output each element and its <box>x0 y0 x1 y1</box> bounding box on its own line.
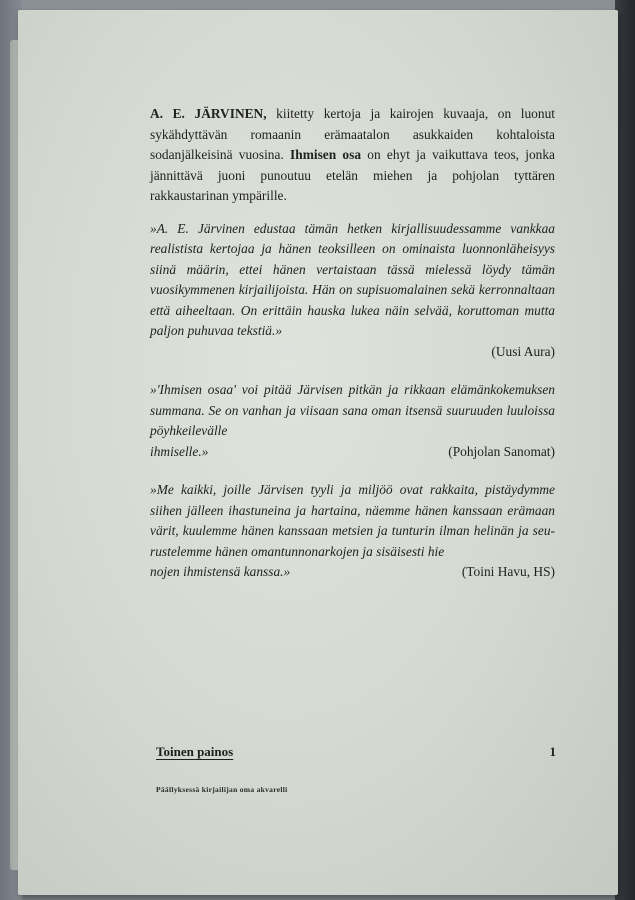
review-last-line <box>150 442 555 463</box>
review-pohjolan-sanomat <box>150 380 555 462</box>
intro-text-part2: on ehyt ja vaikuttava teos, jonka jännittävä juoni punoutuu etelän miehen ja pohjolan tyttären rakkaustarinan ympärille. <box>150 147 555 203</box>
review-text: »Me kaikki, joille Järvisen tyyli ja miljöö ovat rakkaita, pistäydymme siihen jälleen ihastuneina ja hartaina, näemme hänen kanssaan erämaan värit, kuulemme hänen kanssaan metsien ja tunturin ilman helinän ja seurustelemme hänen omantunnonarkojen ja sisäisesti hie <box>150 482 555 559</box>
intro-text-part1: kiitetty kertoja ja kairojen kuvaaja, on luonut sykähdyttävän romaanin erämaatalon asukkaiden kohtaloista sodanjälkeisinä vuosina. <box>150 106 555 162</box>
review-source-row <box>150 342 555 363</box>
review-toini-havu <box>150 480 555 583</box>
review-text: »A. E. Järvinen edustaa tämän hetken kirjallisuudessamme vankkaa realistista kertojaa ja hänen teoksilleen on ominaista luonnonläheisyys siinä määrin, ettei hänen vertaistaan tässä mielessä löydy tämän vuosikymmenen kirjailijoista. Hän on supisuomalainen sekä kerronnaltaan että aiheeltaan. On erittäin hauska lukea näin selvää, koruttoman mutta paljon puhuvaa tekstiä.» <box>150 220 555 338</box>
review-tail: nojen ihmistensä kanssa.» <box>150 564 291 579</box>
review-uusi-aura <box>150 219 555 363</box>
backdrop-right <box>615 0 635 900</box>
review-source: (Pohjolan Sanomat) <box>448 443 555 459</box>
footer-row <box>156 744 556 760</box>
review-tail: ihmiselle.» <box>150 443 209 459</box>
author-name: A. E. JÄRVINEN, <box>150 106 267 121</box>
cover-illustration-note: Päällyksessä kirjailijan oma akvarelli <box>156 785 288 794</box>
intro-paragraph <box>150 104 555 207</box>
print-number: 1 <box>549 744 556 759</box>
edition-label: Toinen painos <box>156 744 234 759</box>
blurb-text-column <box>150 104 555 583</box>
review-text: »'Ihmisen osaa' voi pitää Järvisen pitkän ja rikkaan elämänkokemuksen summana. Se on vanhan ja viisaan sana oman itsensä suuruuden luuloissa pöyhkeilevälle <box>150 382 555 438</box>
review-last-line <box>150 562 555 583</box>
review-source: (Uusi Aura) <box>491 343 555 359</box>
book-title: Ihmisen osa <box>290 147 362 162</box>
review-source: (Toini Havu, HS) <box>461 564 555 579</box>
